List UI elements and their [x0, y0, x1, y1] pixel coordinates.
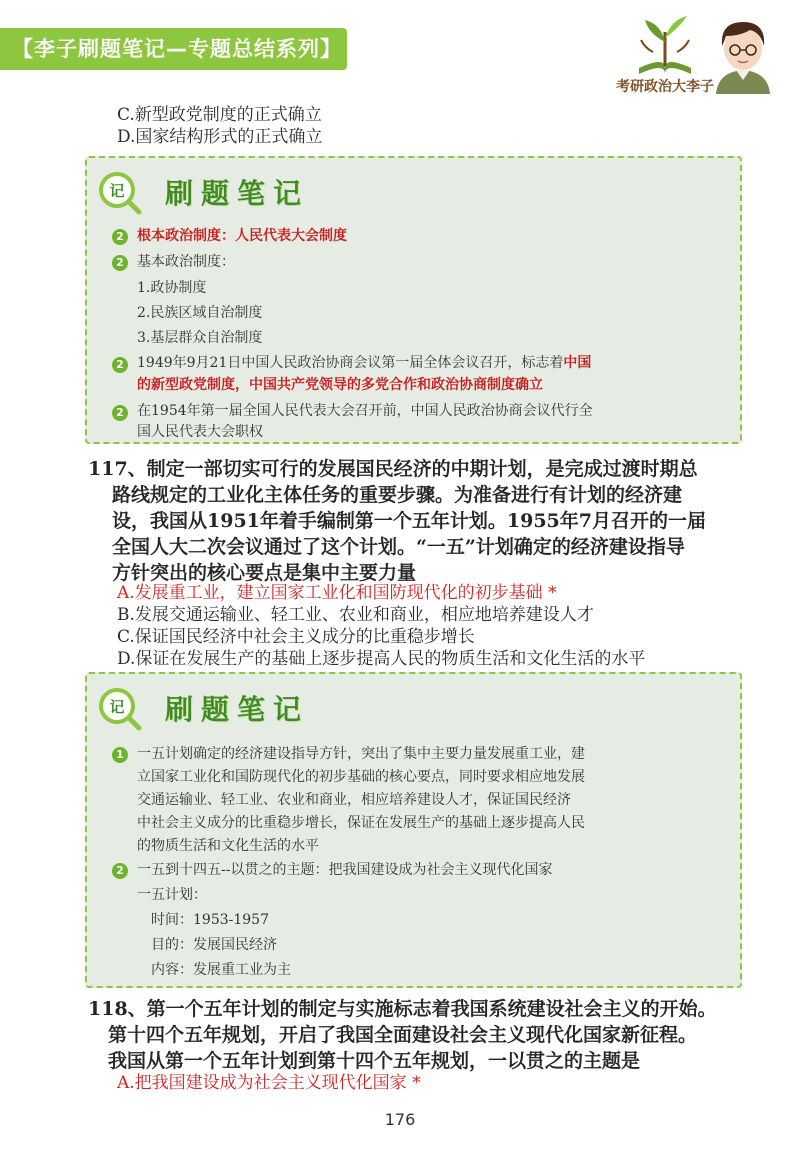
option-d: D.保证在发展生产的基础上逐步提高人民的物质生活和文化生活的水平 — [117, 649, 646, 669]
svg-text:记: 记 — [109, 698, 125, 716]
note-line: 基本政治制度： — [137, 254, 235, 270]
question-117-line: 全国人大二次会议通过了这个计划。“一五”计划确定的经济建设指导 — [112, 536, 685, 558]
note-box-1 — [85, 156, 742, 444]
note-title: 刷题笔记 — [165, 693, 310, 726]
note-line: 3.基层群众自治制度 — [137, 330, 263, 346]
note-line: 根本政治制度：人民代表大会制度 — [137, 228, 347, 244]
question-118-line: 118、第一个五年计划的制定与实施标志着我国系统建设社会主义的开始。 — [88, 998, 717, 1020]
note-line: 国人民代表大会职权 — [137, 424, 263, 440]
bullet-icon: 2 — [112, 229, 128, 245]
option-d-prev: D.国家结构形式的正式确立 — [117, 127, 323, 147]
option-b: B.发展交通运输业、轻工业、农业和商业，相应地培养建设人才 — [117, 605, 594, 625]
bullet-icon: 2 — [112, 405, 128, 421]
option-c: C.保证国民经济中社会主义成分的比重稳步增长 — [117, 627, 475, 647]
question-117-line: 方针突出的核心要点是集中主要力量 — [112, 562, 417, 584]
note-line: 一五到十四五--以贯之的主题：把我国建设成为社会主义现代化国家 — [137, 862, 553, 878]
option-c-prev: C.新型政党制度的正式确立 — [117, 105, 322, 125]
question-117-line: 路线规定的工业化主体任务的重要步骤。为准备进行有计划的经济建 — [112, 484, 683, 506]
bullet-icon: 2 — [112, 357, 128, 373]
note-line: 中社会主义成分的比重稳步增长，保证在发展生产的基础上逐步提高人民 — [137, 815, 585, 831]
note-line: 的新型政党制度，中国共产党领导的多党合作和政治协商制度确立 — [137, 377, 543, 393]
question-118-line: 我国从第一个五年计划到第十四个五年规划，一以贯之的主题是 — [108, 1050, 641, 1072]
note-box-2 — [85, 672, 742, 988]
note-line: 的物质生活和文化生活的水平 — [137, 838, 319, 854]
magnifier-note-icon — [95, 168, 143, 216]
note-title: 刷题笔记 — [165, 177, 310, 210]
note-line: 交通运输业、轻工业、农业和商业，相应培养建设人才，保证国民经济 — [137, 792, 571, 808]
page-number: 176 — [384, 1110, 416, 1129]
note-line: 一五计划确定的经济建设指导方针，突出了集中主要力量发展重工业，建 — [137, 746, 585, 762]
bullet-icon: 2 — [112, 863, 128, 879]
question-117-line: 117、制定一部切实可行的发展国民经济的中期计划，是完成过渡时期总 — [88, 458, 698, 480]
author-avatar — [710, 14, 776, 94]
note-line: 1.政协制度 — [137, 280, 207, 296]
brand-name: 考研政治大李子 — [616, 79, 714, 95]
note-line: 2.民族区域自治制度 — [137, 305, 263, 321]
option-a-answer: A.把我国建设成为社会主义现代化国家 * — [117, 1073, 421, 1093]
note-line: 内容：发展重工业为主 — [151, 962, 291, 978]
note-line: 时间：1953-1957 — [151, 912, 269, 928]
bullet-icon: 2 — [112, 255, 128, 271]
note-line: 一五计划： — [137, 887, 207, 903]
question-118-line: 第十四个五年规划，开启了我国全面建设社会主义现代化国家新征程。 — [108, 1024, 698, 1046]
bullet-icon: 1 — [112, 747, 128, 763]
brand-logo — [605, 12, 725, 104]
note-line: 1949年9月21日中国人民政治协商会议第一届全体会议召开，标志着中国 — [137, 355, 592, 371]
series-title-banner: 【李子刷题笔记—专题总结系列】 — [0, 28, 347, 70]
note-line: 在1954年第一届全国人民代表大会召开前，中国人民政治协商会议代行全 — [137, 403, 593, 419]
note-line: 立国家工业化和国防现代化的初步基础的核心要点，同时要求相应地发展 — [137, 769, 585, 785]
book-sprout-icon — [605, 12, 725, 76]
option-a-answer: A.发展重工业，建立国家工业化和国防现代化的初步基础 * — [117, 583, 557, 603]
magnifier-note-icon — [95, 684, 143, 732]
note-line: 目的：发展国民经济 — [151, 937, 277, 953]
question-117-line: 设，我国从1951年着手编制第一个五年计划。1955年7月召开的一届 — [112, 510, 706, 532]
svg-text:记: 记 — [109, 182, 125, 200]
